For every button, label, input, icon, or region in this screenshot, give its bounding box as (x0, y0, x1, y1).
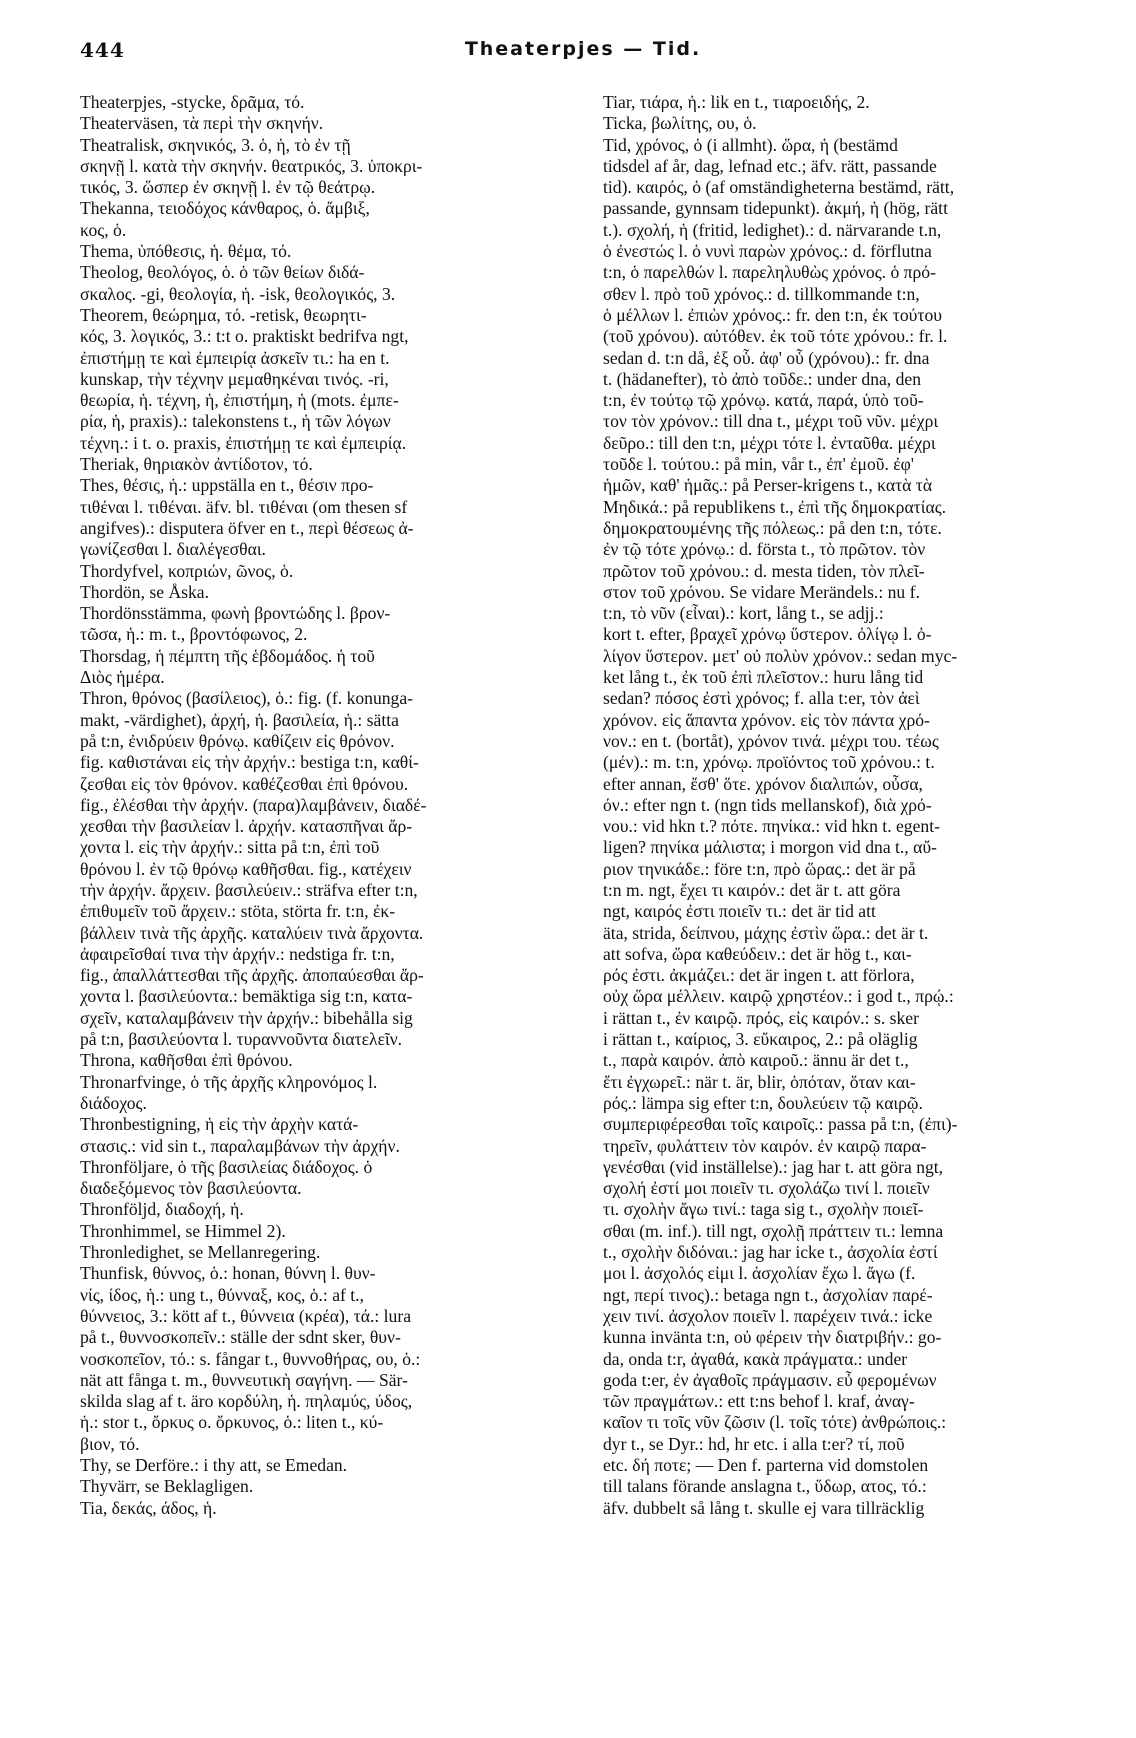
text-line: σκηνῇ l. κατὰ τὴν σκηνήν. θεατρικός, 3. ὑποκρι- (80, 155, 423, 176)
text-line: κός, 3. λογικός, 3.: t:t o. praktiskt bedrifva ngt, (80, 326, 409, 347)
text-line: dyr t., se Dyr.: hd, hr etc. i alla t:er? τί, ποῦ (603, 1433, 905, 1454)
text-line: νον.: en t. (bortåt), χρόνον τινά. μέχρι του. τέως (603, 730, 939, 751)
text-line: Tia, δεκάς, άδος, ἡ. (80, 1497, 217, 1518)
text-line: σθαι (m. inf.). till ngt, σχολῇ πράττειν τι.: lemna (603, 1220, 944, 1241)
text-line: till talans förande anslagna t., ὕδωρ, ατος, τό.: (603, 1476, 927, 1497)
text-line: (μέν).: m. t:n, χρόνῳ. προϊόντος τοῦ χρόνου.: t. (603, 752, 935, 773)
text-line: Thronledighet, se Mellanregering. (80, 1242, 321, 1263)
text-line: på t:n, βασιλεύοντα l. τυραννοῦντα διατελεῖν. (80, 1029, 403, 1050)
text-line: ἐν τῷ τότε χρόνῳ.: d. första t., τὸ πρῶτον. τὸν (603, 539, 926, 560)
text-line: t., παρὰ καιρόν. ἀπὸ καιροῦ.: ännu är det t., (603, 1050, 909, 1071)
text-line: Διὸς ἡμέρα. (80, 667, 165, 688)
text-line: i rättan t., καίριος, 3. εὔκαιρος, 2.: på oläglig (603, 1029, 918, 1050)
text-line: ligen? πηνίκα μάλιστα; i morgon vid dna t., αὔ- (603, 837, 937, 858)
text-line: τῶσα, ἡ.: m. t., βροντόφωνος, 2. (80, 624, 308, 645)
text-line: Throna, καθῆσθαι ἐπὶ θρόνου. (80, 1050, 293, 1071)
text-line: βάλλειν τινὰ τῆς ἀρχῆς. καταλύειν τινὰ ἄρχοντα. (80, 922, 424, 943)
text-line: Theolog, θεολόγος, ὁ. ὁ τῶν θείων διδά- (80, 262, 365, 283)
text-line: tid). καιρός, ὁ (af omständigheterna bestämd, rätt, (603, 177, 955, 198)
text-line: ρία, ἡ, praxis).: talekonstens t., ἡ τῶν λόγων (80, 411, 391, 432)
text-line: τιθέναι l. τιθέναι. äfv. bl. τιθέναι (om thesen sf (80, 496, 408, 517)
text-line: efter annan, ἔσθ' ὅτε. χρόνον διαλιπών, οὖσα, (603, 773, 923, 794)
text-line: t:n, ἐν τούτῳ τῷ χρόνῳ. κατά, παρά, ὑπὸ τοῦ- (603, 390, 924, 411)
text-line: t:n, ὁ παρελθών l. παρεληλυθὼς χρόνος. ὁ πρό- (603, 262, 936, 283)
text-line: ngt, περί τινος).: betaga ngn t., ἀσχολίαν παρέ- (603, 1284, 933, 1305)
text-line: Ticka, βωλίτης, ου, ὁ. (603, 113, 757, 134)
text-line: Thordyfvel, κοπριών, ῶνος, ὁ. (80, 560, 294, 581)
text-line: ἐπιθυμεῖν τοῦ ἄρχειν.: stöta, störta fr. t:n, ἐκ- (80, 901, 396, 922)
text-line: χρόνον. εἰς ἅπαντα χρόνον. εἰς τὸν πάντα χρό- (603, 709, 930, 730)
text-line: Thronföljd, διαδοχή, ἡ. (80, 1199, 244, 1220)
text-line: ζεσθαι εἰς τὸν θρόνον. καθέζεσθαι ἐπὶ θρόνου. (80, 773, 409, 794)
text-line: skilda slag af t. äro κορδύλη, ἡ. πηλαμύς, ύδος, (80, 1391, 413, 1412)
text-line: νίς, ίδος, ἡ.: ung t., θύνναξ, κος, ὁ.: af t., (80, 1284, 364, 1305)
text-line: Thy, se Derföre.: i thy att, se Emedan. (80, 1455, 348, 1475)
text-line: Thordön, se Åska. (80, 581, 209, 602)
text-line: ἔτι ἐγχωρεῖ.: när t. är, blir, ὁπόταν, ὅταν και- (603, 1071, 916, 1092)
text-line: äfv. dubbelt så lång t. skulle ej vara tillräcklig (603, 1497, 925, 1518)
text-line: angifves).: disputera öfver en t., περὶ θέσεως ἀ- (80, 517, 414, 538)
text-line: Thes, θέσις, ἡ.: uppställa en t., θέσιν προ- (80, 475, 374, 496)
text-line: ἡμῶν, καθ' ἡμᾶς.: på Perser-krigens t., κατὰ τὰ (603, 475, 933, 496)
text-line: τέχνη.: i t. o. praxis, ἐπιστήμῃ τε καὶ ἐμπειρίᾳ. (80, 432, 407, 453)
text-line: βιον, τό. (80, 1433, 140, 1454)
text-line: σχεῖν, καταλαμβάνειν τὴν ἀρχήν.: bibehålla sig (80, 1007, 413, 1028)
text-line: Thronbestigning, ἡ εἰς τὴν ἀρχὴν κατά- (80, 1114, 359, 1135)
text-line: äta, strida, δείπνου, μάχης ἐστὶν ὥρα.: det är t. (603, 922, 929, 943)
text-line: t. (hädanefter), τὸ ἀπὸ τοῦδε.: under dna, den (603, 368, 921, 389)
text-line: makt, -värdighet), ἀρχή, ἡ. βασιλεία, ἡ.: sätta (80, 709, 399, 730)
text-line: δεῦρο.: till den t:n, μέχρι τότε l. ἐνταῦθα. μέχρι (603, 432, 936, 453)
text-line: etc. δή ποτε; — Den f. parterna vid domstolen (603, 1455, 929, 1475)
text-line: (τοῦ χρόνου). αὐτόθεν. ἐκ τοῦ τότε χρόνου.: fr. l. (603, 326, 948, 347)
text-line: ket lång t., ἐκ τοῦ ἐπὶ πλεῖστον.: huru lång tid (603, 667, 924, 688)
right-column (603, 92, 1081, 1519)
text-line: t:n, τὸ νῦν (εἶναι).: kort, lång t., se adjj.: (603, 603, 884, 624)
text-line: διάδοχος. (80, 1092, 147, 1113)
text-line: Thema, ὑπόθεσις, ἡ. θέμα, τό. (80, 241, 292, 262)
text-line: tidsdel af år, dag, lefnad etc.; äfv. rätt, passande (603, 155, 937, 176)
text-line: i rättan t., ἐν καιρῷ. πρός, εἰς καιρόν.: s. sker (603, 1007, 919, 1028)
text-line: γενέσθαι (vid inställelse).: jag har t. att göra ngt, (603, 1156, 944, 1177)
text-line: Thekanna, τειοδόχος κάνθαρος, ὁ. ἄμβιξ, (80, 198, 370, 219)
text-line: ἀφαιρεῖσθαί τινα τὴν ἀρχήν.: nedstiga fr. t:n, (80, 943, 395, 964)
text-line: κος, ὁ. (80, 219, 127, 240)
text-line: goda t:er, ἐν ἀγαθοῖς πράγμασιν. εὖ φερομένων (603, 1369, 937, 1390)
text-line: λίγον ὕστερον. μετ' οὐ πολὺν χρόνον.: sedan myc- (603, 645, 958, 666)
text-line: fig. καθιστάναι εἰς τὴν ἀρχήν.: bestiga t:n, καθί- (80, 752, 419, 773)
text-line: χειν τινί. ἀσχολον ποιεῖν l. παρέχειν τινά.: icke (603, 1305, 933, 1326)
text-line: θύννειος, 3.: kött af t., θύννεια (κρέα), τά.: lura (80, 1305, 412, 1326)
text-line: Thronhimmel, se Himmel 2). (80, 1220, 286, 1241)
text-line: τον τὸν χρόνον.: till dna t., μέχρι τοῦ νῦν. μέχρι (603, 411, 939, 432)
text-line: ριον τηνικάδε.: före t:n, πρὸ ὥρας.: det är på (603, 858, 916, 879)
text-line: μοι l. ἀσχολός εἰμι l. ἀσχολίαν ἔχω l. ἄγω (f. (603, 1263, 916, 1284)
text-line: στον τοῦ χρόνου. Se vidare Merändels.: nu f. (603, 581, 920, 602)
text-line: χεσθαι τὴν βασιλείαν l. ἀρχήν. κατασπῆναι ἄρ- (80, 816, 413, 837)
text-line: οὐχ ὥρα μέλλειν. καιρῷ χρηστέον.: i god t., πρῴ.: (603, 986, 954, 1007)
text-line: σθεν l. πρὸ τοῦ χρόνος.: d. tillkommande t:n, (603, 283, 920, 304)
text-line: sedan? πόσος ἐστὶ χρόνος; f. alla t:er, τὸν ἀεὶ (603, 688, 920, 709)
text-line: på t:n, ἐνιδρύειν θρόνῳ. καθίζειν εἰς θρόνον. (80, 730, 395, 751)
text-line: Theaterpjes, -stycke, δρᾶμα, τό. (80, 92, 305, 112)
text-line: ὁ μέλλων l. ἐπιὼν χρόνος.: fr. den t:n, ἐκ τούτου (603, 304, 942, 325)
text-line: Theriak, θηριακὸν ἀντίδοτον, τό. (80, 454, 313, 475)
text-line: Thordönsstämma, φωνὴ βροντώδης l. βρον- (80, 603, 391, 624)
text-line: Theaterväsen, τὰ περὶ τὴν σκηνήν. (80, 113, 324, 134)
text-line: τι. σχολὴν ἄγω τινί.: taga sig t., σχολὴν ποιεῖ- (603, 1199, 924, 1220)
text-line: χοντα l. βασιλεύοντα.: bemäktiga sig t:n, κατα- (80, 986, 413, 1007)
text-line: τοῦδε l. τούτου.: på min, vår t., ἐπ' ἐμοῦ. ἐφ' (603, 454, 914, 475)
text-line: på t., θυννοσκοπεῖν.: ställe der sdnt sker, θυν- (80, 1327, 401, 1348)
text-line: νου.: vid hkn t.? πότε. πηνίκα.: vid hkn t. egent- (603, 816, 940, 837)
text-line: πρῶτον τοῦ χρόνου.: d. mesta tiden, τὸν πλεῖ- (603, 560, 925, 581)
text-line: Thyvärr, se Beklagligen. (80, 1476, 254, 1497)
text-line: att sofva, ὥρα καθεύδειν.: det är hög t., και- (603, 943, 912, 964)
page-number: 444 (80, 38, 125, 62)
text-line: ὁ ἐνεστώς l. ὁ νυνὶ παρὼν χρόνος.: d. förflutna (603, 241, 932, 262)
text-line: fig., ἐλέσθαι τὴν ἀρχήν. (παρα)λαμβάνειν, διαδέ- (80, 794, 427, 815)
text-line: t.). σχολή, ἡ (fritid, ledighet).: d. närvarande t.n, (603, 219, 942, 240)
text-line: χοντα l. εἰς τὴν ἀρχήν.: sitta på t:n, ἐπὶ τοῦ (80, 837, 380, 858)
text-line: Μηδικά.: på republikens t., ἐπὶ τῆς δημοκρατίας. (603, 496, 947, 517)
text-line: καῖον τι τοῖς νῦν ζῶσιν (l. τοῖς τότε) ἀνθρώποις.: (603, 1412, 947, 1433)
left-column (80, 92, 558, 1519)
text-line: ρός ἐστι. ἀκμάζει.: det är ingen t. att förlora, (603, 965, 915, 986)
text-line: Thunfisk, θύννος, ὁ.: honan, θύννη l. θυν- (80, 1263, 376, 1284)
text-line: Thronföljare, ὁ τῆς βασιλείας διάδοχος. ὁ (80, 1156, 373, 1177)
text-line: passande, gynnsam tidepunkt). ἀκμή, ἡ (hög, rätt (603, 198, 948, 219)
text-line: sedan d. t:n då, ἐξ οὗ. ἀφ' οὗ (χρόνου).: fr. dna (603, 347, 930, 368)
text-line: Theatralisk, σκηνικός, 3. ὁ, ἡ, τὸ ἐν τῇ (80, 134, 351, 155)
text-line: t:n m. ngt, ἔχει τι καιρόν.: det är t. att göra (603, 879, 901, 900)
text-line: τηρεῖν, φυλάττειν τὸν καιρόν. ἐν καιρῷ παρα- (603, 1135, 927, 1156)
text-line: Thronarfvinge, ὁ τῆς ἀρχῆς κληρονόμος l. (80, 1071, 378, 1092)
text-line: nät att fånga t. m., θυννευτικὴ σαγήνη. — Sär- (80, 1369, 408, 1390)
text-line: kunna inväntа t:n, οὐ φέρειν τὴν διατριβήν.: go- (603, 1327, 942, 1348)
text-line: θρόνου l. ἐν τῷ θρόνῳ καθῆσθαι. fig., κατέχειν (80, 858, 412, 879)
text-line: Theorem, θεώρημα, τό. -retisk, θεωρητι- (80, 304, 367, 325)
text-line: Thorsdag, ἡ πέμπτη τῆς ἑβδομάδος. ἡ τοῦ (80, 645, 375, 666)
text-line: ngt, καιρός ἐστι ποιεῖν τι.: det är tid att (603, 901, 876, 922)
text-line: kunskap, τὴν τέχνην μεμαθηκέναι τινός. -ri, (80, 368, 389, 389)
text-line: t., σχολὴν διδόναι.: jag har icke t., ἀσχολία ἐστί (603, 1242, 938, 1263)
text-line: Tiar, τιάρα, ἡ.: lik en t., τιαροειδής, 2. (603, 92, 870, 112)
text-line: τῶν πραγμάτων.: ett t:ns behof l. kraf, ἀναγ- (603, 1391, 915, 1412)
text-line: kort t. efter, βραχεῖ χρόνῳ ὕστερον. ὀλίγῳ l. ὀ- (603, 624, 932, 645)
text-line: στασις.: vid sin t., παραλαμβάνων τὴν ἀρχήν. (80, 1135, 400, 1156)
text-line: fig., ἀπαλλάττεσθαι τῆς ἀρχῆς. ἀποπαύεσθαι ἄρ- (80, 965, 424, 986)
text-line: δημοκρατουμένης τῆς πόλεως.: på den t:n, τότε. (603, 517, 942, 538)
text-line: ἡ.: stor t., ὄρκυς o. ὄρκυνος, ὁ.: liten t., κύ- (80, 1412, 384, 1433)
text-line: ἐπιστήμῃ τε καὶ ἐμπειρίᾳ ἀσκεῖν τι.: ha en t. (80, 347, 390, 368)
text-line: σκαλος. -gi, θεολογία, ἡ. -isk, θεολογικός, 3. (80, 283, 396, 304)
text-line: συμπεριφέρεσθαι τοῖς καιροῖς.: passa på t:n, (ἐπι)- (603, 1114, 958, 1135)
text-line: ρός.: lämpa sig efter t:n, δουλεύειν τῷ καιρῷ. (603, 1092, 923, 1113)
text-line: θεωρία, ἡ. τέχνη, ἡ, ἐπιστήμη, ἡ (mots. ἐμπε- (80, 390, 399, 411)
text-line: σχολή ἐστί μοι ποιεῖν τι. σχολάζω τινί l. ποιεῖν (603, 1178, 930, 1199)
page-header (80, 38, 1086, 68)
text-line: γωνίζεσθαι l. διαλέγεσθαι. (80, 539, 266, 560)
text-line: τικός, 3. ὥσπερ ἐν σκηνῇ l. ἐν τῷ θεάτρῳ. (80, 177, 376, 198)
text-line: όν.: efter ngn t. (ngn tids mellanskof), διὰ χρό- (603, 794, 932, 815)
text-line: da, onda t:r, ἀγαθά, κακὰ πράγματα.: under (603, 1348, 908, 1369)
text-line: Thron, θρόνος (βασίλειος), ὁ.: fig. (f. konunga- (80, 688, 414, 709)
text-line: Tid, χρόνος, ὁ (i allmht). ὥρα, ἡ (bestämd (603, 134, 898, 155)
text-line: διαδεξόμενος τὸν βασιλεύοντα. (80, 1178, 302, 1199)
text-line: νοσκοπεῖον, τό.: s. fångar t., θυννοθήρας, ου, ὁ.: (80, 1348, 421, 1369)
running-head: Theaterpjes — Tid. (464, 38, 702, 60)
text-line: τὴν ἀρχήν. ἄρχειν. βασιλεύειν.: sträfva efter t:n, (80, 879, 418, 900)
